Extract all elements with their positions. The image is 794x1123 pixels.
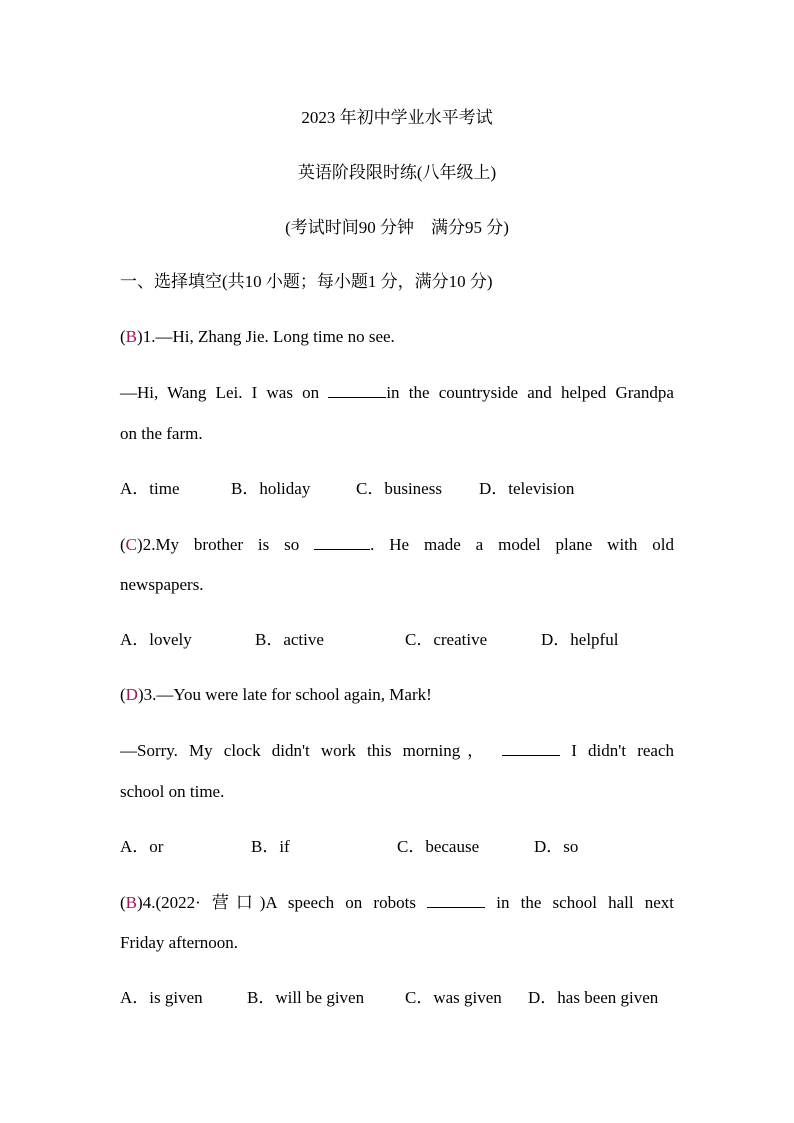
question-4-line-1: (B)4.(2022· 营口)A speech on robots in the school hall next: [120, 893, 674, 912]
option-a: A．is given: [120, 988, 203, 1007]
question-2-stem-part: . He made a model plane with old: [370, 535, 674, 554]
question-1-stem: 1.—Hi, Zhang Jie. Long time no see.: [142, 327, 395, 346]
option-b: B．will be given: [247, 988, 365, 1007]
option-a: A．time: [120, 479, 180, 498]
question-1-stem-part: in the countryside and helped Grandpa: [386, 383, 674, 402]
answer-4: B: [125, 893, 138, 912]
option-c: C．because: [397, 837, 480, 856]
question-1-line-3: on the farm.: [120, 424, 203, 443]
answer-1: B: [125, 327, 138, 346]
question-3-line-3: school on time.: [120, 782, 225, 801]
question-1-line-2: [120, 382, 674, 403]
answer-2: C: [125, 535, 138, 554]
option-d: D．so: [534, 837, 579, 856]
option-a: A．lovely: [120, 630, 192, 649]
exam-subtitle: 英语阶段限时练(八年级上): [297, 163, 497, 182]
option-c: C．creative: [405, 630, 488, 649]
question-2-line-1: (C)2.My brother is so . He made a model plane with old: [120, 535, 674, 554]
option-c: C．was given: [405, 988, 502, 1007]
question-3-line-2: [120, 740, 674, 761]
blank-1: [328, 382, 386, 398]
question-4-stem-part: in the school hall next: [485, 893, 674, 912]
question-4-stem-part: 4.(2022· 营口)A speech on robots: [142, 893, 428, 912]
question-2-stem-part: 2.My brother is so: [142, 535, 315, 554]
question-3-stem-part: I didn't reach: [560, 741, 674, 760]
question-3-stem: 3.—You were late for school again, Mark!: [143, 685, 432, 704]
question-4-line-2: Friday afternoon.: [120, 933, 239, 952]
answer-3: D: [125, 685, 138, 704]
option-c: C．business: [356, 479, 442, 498]
blank-2: [314, 534, 370, 550]
exam-time-info: (考试时间90 分钟 满分95 分): [285, 218, 509, 237]
blank-3: [502, 740, 560, 756]
option-b: B．if: [251, 837, 290, 856]
option-b: B．holiday: [231, 479, 311, 498]
question-1-line-1: (B)1.—Hi, Zhang Jie. Long time no see.: [120, 327, 395, 346]
option-b: B．active: [255, 630, 324, 649]
option-d: D．helpful: [541, 630, 619, 649]
question-2-line-2: newspapers.: [120, 575, 204, 594]
blank-4: [427, 892, 485, 908]
question-3-line-1: (D)3.—You were late for school again, Mark!: [120, 685, 432, 704]
section-heading: 一、选择填空(共10 小题；每小题1 分，满分10 分): [120, 272, 493, 291]
question-1-stem-part: —Hi, Wang Lei. I was on: [120, 383, 329, 402]
option-d: D．television: [479, 479, 575, 498]
option-d: D．has been given: [528, 988, 659, 1007]
option-a: A．or: [120, 837, 164, 856]
question-3-stem-part: —Sorry. My clock didn't work this morning，: [120, 741, 503, 760]
exam-title: 2023 年初中学业水平考试: [301, 108, 493, 127]
